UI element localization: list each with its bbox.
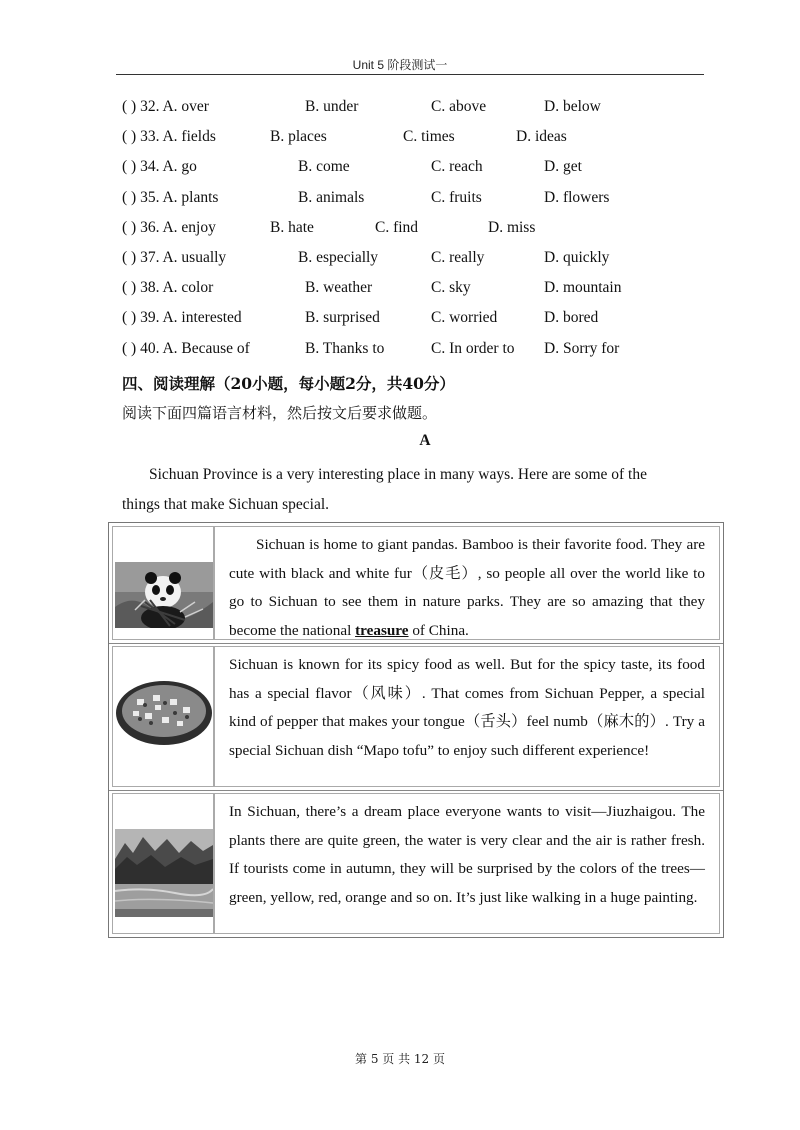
question-stem: ( ) 35. A. plants	[122, 188, 219, 206]
option-d: D. miss	[488, 218, 536, 236]
option-b: B. animals	[298, 188, 365, 206]
mapo-tofu-photo	[115, 677, 213, 747]
panda-text-end: of China.	[408, 621, 469, 639]
option-b: B. places	[270, 128, 327, 146]
image-cell	[112, 793, 214, 934]
option-d: D. Sorry for	[544, 339, 620, 357]
option-b: B. Thanks to	[305, 339, 385, 357]
option-b: B. hate	[270, 218, 314, 236]
option-c: C. worried	[431, 309, 498, 327]
jiuzhaigou-lake-photo	[115, 829, 213, 917]
option-b: B. come	[298, 158, 350, 176]
option-c: C. reach	[431, 158, 483, 176]
section-title: 四、阅读理解（20小题，每小题2分，共40分）	[122, 374, 455, 393]
question-stem: ( ) 38. A. color	[122, 279, 214, 297]
passage-table	[108, 522, 724, 938]
option-c: C. fruits	[431, 188, 482, 206]
option-c: C. really	[431, 249, 485, 266]
question-stem: ( ) 40. A. Because of	[122, 339, 250, 357]
option-d: D. mountain	[544, 279, 622, 297]
table-row	[109, 790, 723, 937]
panda-text: Sichuan is home to giant pandas. Bamboo is their favorite food. They are cute with black and white fur（皮毛）, so people all over the world like to go to Sichuan to see them in nature parks. They are so amazing that they become the national	[229, 536, 705, 639]
question-stem: ( ) 39. A. interested	[122, 309, 242, 327]
option-c: C. above	[431, 98, 487, 115]
option-d: D. flowers	[544, 188, 610, 206]
option-d: D. get	[544, 158, 582, 176]
section-instruction: 阅读下面四篇语言材料，然后按文后要求做题。	[122, 404, 438, 422]
passage-label: A	[419, 432, 431, 449]
jiuzhaigou-paragraph: In Sichuan, there’s a dream place everyone wants to visit—Jiuzhaigou. The plants there are quite green, the water is very clear and the air is rather fresh. If tourists come in autumn, they will be surprised by the colors of the trees—green, yellow, red, orange and so on. It’s just like walking in a huge painting.	[229, 803, 705, 906]
question-stem: ( ) 33. A. fields	[122, 128, 216, 146]
page-header: Unit 5 阶段测试一	[352, 58, 448, 72]
image-cell	[112, 646, 214, 787]
question-stem: ( ) 37. A. usually	[122, 249, 227, 266]
page-footer: 第 5 页 共 12 页	[355, 1052, 445, 1066]
option-c: C. sky	[431, 279, 471, 297]
table-row	[109, 523, 723, 643]
panda-paragraph	[229, 531, 705, 645]
table-row	[109, 643, 723, 790]
option-c: C. times	[403, 128, 455, 146]
option-b: B. under	[305, 98, 359, 115]
image-cell	[112, 526, 214, 640]
question-stem: ( ) 36. A. enjoy	[122, 218, 216, 236]
option-d: D. bored	[544, 309, 599, 327]
option-d: D. quickly	[544, 249, 610, 266]
option-d: D. below	[544, 98, 601, 115]
question-stem: ( ) 32. A. over	[122, 98, 209, 115]
option-b: B. surprised	[305, 309, 380, 327]
text-cell	[214, 526, 720, 640]
giant-panda-photo	[115, 562, 213, 628]
question-stem: ( ) 34. A. go	[122, 158, 197, 176]
option-b: B. especially	[298, 249, 379, 266]
header-rule	[116, 74, 704, 75]
treasure-word: treasure	[355, 621, 409, 639]
option-c: C. find	[375, 218, 419, 236]
option-d: D. ideas	[516, 128, 567, 146]
spicy-food-paragraph: Sichuan is known for its spicy food as well. But for the spicy taste, its food has a special flavor（风味）. That comes from Sichuan Pepper, a special kind of pepper that makes your tongue（舌头）feel numb（麻木的）. Try a special Sichuan dish “Mapo tofu” to enjoy such different experience!	[229, 656, 705, 759]
passage-intro: Sichuan Province is a very interesting place in many ways. Here are some of the things that make Sichuan special.	[122, 466, 647, 513]
text-cell	[214, 646, 720, 787]
option-c: C. In order to	[431, 339, 515, 357]
option-b: B. weather	[305, 279, 373, 297]
text-cell	[214, 793, 720, 934]
